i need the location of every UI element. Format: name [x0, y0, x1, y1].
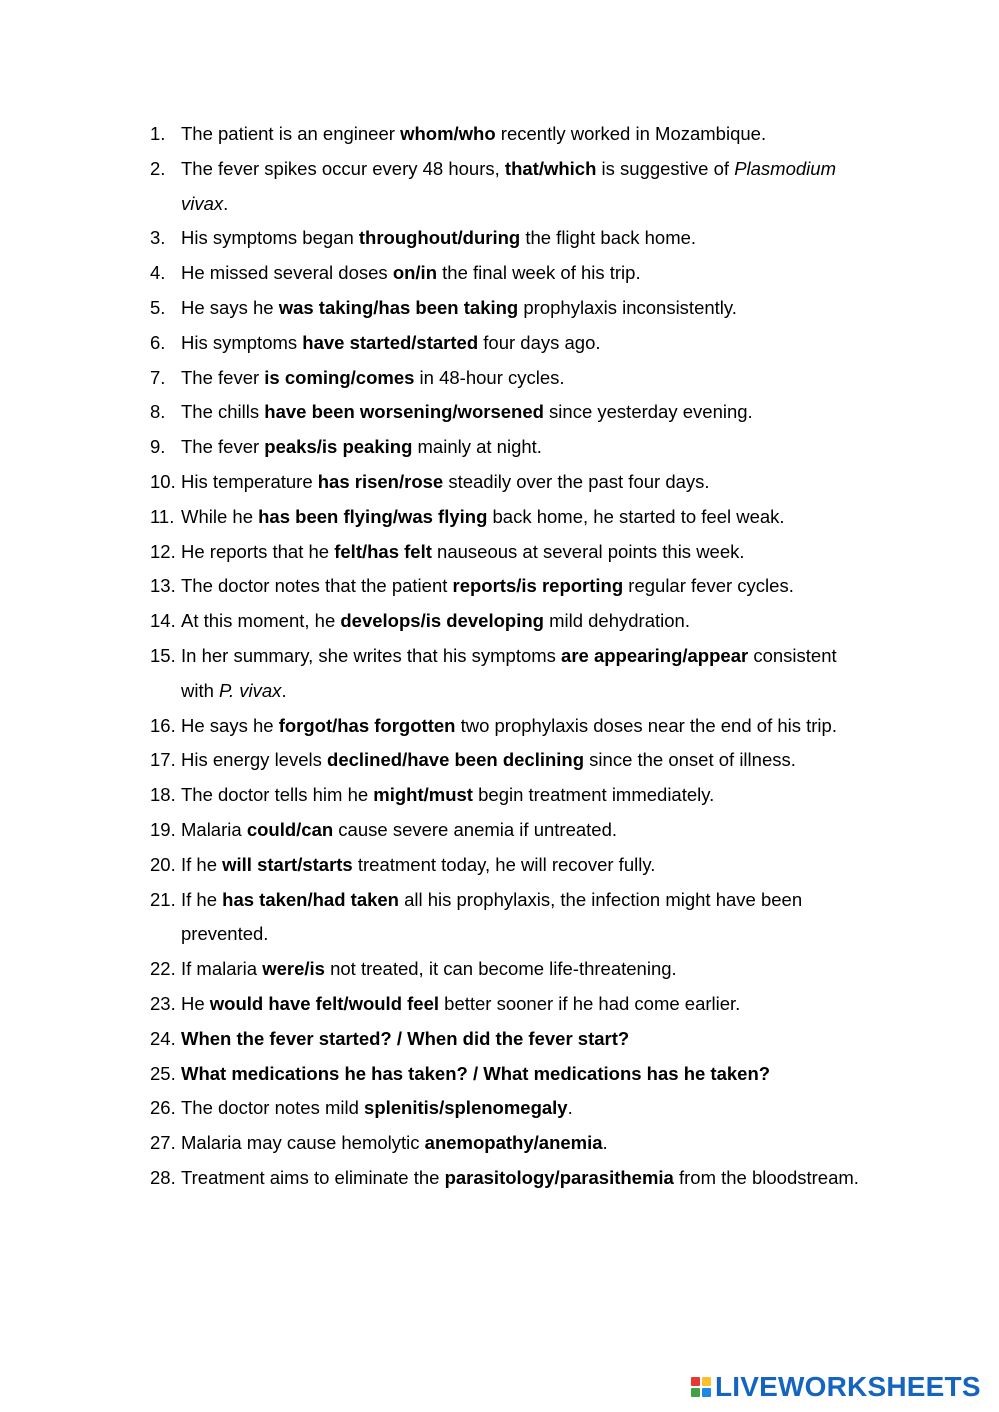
- sentence-text: recently worked in Mozambique.: [495, 123, 767, 144]
- exercise-sentence: [181, 221, 870, 256]
- exercise-sentence: [181, 256, 870, 291]
- exercise-item: [150, 883, 870, 953]
- exercise-item: [150, 1091, 870, 1126]
- answer-options: declined/have been declining: [327, 749, 585, 771]
- sentence-text: .: [281, 679, 287, 701]
- exercise-number: 19.: [150, 818, 176, 840]
- sentence-text: Malaria: [181, 818, 247, 840]
- exercise-sentence: [181, 465, 870, 500]
- exercise-item: [150, 1126, 870, 1161]
- sentence-text: regular fever cycles.: [623, 575, 794, 597]
- exercise-number: 20.: [150, 853, 176, 875]
- exercise-list: [150, 117, 870, 1196]
- exercise-number: 13.: [150, 575, 176, 597]
- exercise-number: 15.: [150, 644, 176, 666]
- sentence-text: the final week of his trip.: [437, 262, 641, 284]
- exercise-number: 16.: [150, 714, 176, 736]
- exercise-sentence: [181, 430, 870, 465]
- sentence-text: steadily over the past four days.: [443, 470, 710, 492]
- sentence-text: The doctor notes that the patient: [181, 575, 453, 597]
- sentence-text: While he: [181, 505, 259, 527]
- answer-options: would have felt/would feel: [209, 992, 440, 1014]
- exercise-number: 24.: [150, 1027, 176, 1049]
- exercise-sentence: [181, 395, 870, 430]
- exercise-number: 2.: [150, 157, 166, 179]
- exercise-item: [150, 256, 870, 291]
- exercise-item: [150, 778, 870, 813]
- exercise-item: [150, 117, 870, 152]
- exercise-number: 1.: [150, 123, 166, 144]
- exercise-number: 21.: [150, 888, 176, 910]
- exercise-item: [150, 743, 870, 778]
- sentence-text: His energy levels: [181, 749, 328, 771]
- italic-term: Plasmodium vivax: [181, 157, 836, 214]
- answer-options: could/can: [246, 818, 334, 840]
- answer-options: has risen/rose: [317, 470, 444, 492]
- exercise-sentence: [181, 291, 870, 326]
- sentence-text: The fever: [181, 366, 265, 388]
- exercise-sentence: [181, 883, 870, 953]
- answer-options: felt/has felt: [334, 540, 432, 562]
- exercise-item: [150, 1022, 870, 1057]
- exercise-sentence: [181, 952, 870, 987]
- logo-square: [702, 1377, 711, 1386]
- exercise-item: [150, 395, 870, 430]
- sentence-text: If malaria: [181, 958, 263, 980]
- exercise-number: 28.: [150, 1166, 176, 1188]
- answer-options: forgot/has forgotten: [278, 714, 456, 736]
- exercise-sentence: [181, 1091, 870, 1126]
- exercise-item: [150, 500, 870, 535]
- exercise-item: [150, 709, 870, 744]
- answer-options: that/which: [504, 157, 597, 179]
- sentence-text: His temperature: [181, 470, 318, 492]
- sentence-text: mild dehydration.: [543, 610, 690, 632]
- sentence-text: At this moment, he: [181, 610, 341, 632]
- answer-options: were/is: [262, 958, 325, 980]
- sentence-text: The doctor tells him he: [181, 784, 374, 806]
- exercise-sentence: [181, 743, 870, 778]
- sentence-text: .: [567, 1097, 573, 1119]
- sentence-text: better sooner if he had come earlier.: [439, 992, 741, 1014]
- sentence-text: The chills: [181, 401, 265, 423]
- exercise-sentence: [181, 1022, 870, 1057]
- exercise-item: [150, 221, 870, 256]
- answer-options: What medications he has taken? / What medications has he taken?: [181, 1062, 771, 1084]
- exercise-sentence: [181, 326, 870, 361]
- sentence-text: The fever: [181, 436, 265, 458]
- sentence-text: If he: [181, 888, 223, 910]
- sentence-text: two prophylaxis doses near the end of his trip.: [455, 714, 837, 736]
- sentence-text: cause severe anemia if untreated.: [333, 818, 618, 840]
- exercise-item: [150, 1057, 870, 1092]
- exercise-sentence: [181, 1126, 870, 1161]
- exercise-item: [150, 361, 870, 396]
- sentence-text: four days ago.: [478, 331, 601, 353]
- exercise-sentence: [181, 813, 870, 848]
- exercise-sentence: [181, 569, 870, 604]
- answer-options: have been worsening/worsened: [264, 401, 544, 423]
- exercise-sentence: [181, 778, 870, 813]
- sentence-text: not treated, it can become life-threatening.: [324, 958, 677, 980]
- exercise-sentence: [181, 709, 870, 744]
- sentence-text: The patient is an engineer: [181, 123, 401, 144]
- exercise-number: 17.: [150, 749, 176, 771]
- answer-options: whom/who: [400, 123, 496, 144]
- logo-square: [702, 1388, 711, 1397]
- sentence-text: mainly at night.: [412, 436, 542, 458]
- sentence-text: is suggestive of: [596, 157, 735, 179]
- exercise-item: [150, 639, 870, 709]
- sentence-text: The fever spikes occur every 48 hours,: [181, 157, 505, 179]
- logo-square: [691, 1377, 700, 1386]
- exercise-item: [150, 813, 870, 848]
- exercise-sentence: [181, 535, 870, 570]
- sentence-text: He: [181, 992, 210, 1014]
- italic-term: P. vivax: [219, 679, 282, 701]
- sentence-text: In her summary, she writes that his symptoms: [181, 644, 562, 666]
- sentence-text: in 48-hour cycles.: [414, 366, 565, 388]
- answer-options: are appearing/appear: [561, 644, 749, 666]
- answer-options: anemopathy/anemia: [424, 1132, 603, 1154]
- sentence-text: prophylaxis inconsistently.: [518, 296, 737, 318]
- sentence-text: He missed several doses: [181, 262, 393, 284]
- answer-options: develops/is developing: [340, 610, 544, 632]
- exercise-number: 8.: [150, 401, 166, 423]
- answer-options: splenitis/splenomegaly: [364, 1097, 568, 1119]
- sentence-text: the flight back home.: [520, 227, 697, 249]
- exercise-number: 25.: [150, 1062, 176, 1084]
- sentence-text: He reports that he: [181, 540, 335, 562]
- exercise-sentence: [181, 117, 870, 152]
- sentence-text: all his prophylaxis, the infection might have been prevented.: [181, 888, 803, 945]
- sentence-text: .: [602, 1132, 608, 1154]
- answer-options: peaks/is peaking: [264, 436, 413, 458]
- sentence-text: begin treatment immediately.: [472, 784, 715, 806]
- exercise-item: [150, 987, 870, 1022]
- exercise-sentence: [181, 152, 870, 222]
- exercise-number: 3.: [150, 227, 166, 249]
- sentence-text: since the onset of illness.: [584, 749, 796, 771]
- answer-options: was taking/has been taking: [278, 296, 519, 318]
- answer-options: throughout/during: [358, 227, 521, 249]
- sentence-text: from the bloodstream.: [673, 1166, 859, 1188]
- logo-wordmark: LIVEWORKSHEETS: [715, 1371, 981, 1402]
- exercise-number: 23.: [150, 992, 176, 1014]
- sentence-text: .: [223, 192, 229, 214]
- exercise-item: [150, 430, 870, 465]
- exercise-sentence: [181, 639, 870, 709]
- exercise-number: 5.: [150, 296, 166, 318]
- exercise-number: 22.: [150, 958, 176, 980]
- exercise-item: [150, 569, 870, 604]
- exercise-number: 11.: [150, 505, 175, 527]
- exercise-sentence: [181, 848, 870, 883]
- exercise-item: [150, 326, 870, 361]
- answer-options: reports/is reporting: [452, 575, 624, 597]
- sentence-text: The doctor notes mild: [181, 1097, 365, 1119]
- exercise-item: [150, 604, 870, 639]
- exercise-sentence: [181, 1161, 870, 1196]
- sentence-text: since yesterday evening.: [543, 401, 753, 423]
- answer-options: has taken/had taken: [222, 888, 399, 910]
- answer-options: has been flying/was flying: [258, 505, 488, 527]
- exercise-item: [150, 848, 870, 883]
- exercise-number: 14.: [150, 610, 176, 632]
- answer-options: will start/starts: [222, 853, 353, 875]
- answer-options: might/must: [373, 784, 473, 806]
- exercise-sentence: [181, 500, 870, 535]
- exercise-number: 18.: [150, 784, 176, 806]
- exercise-item: [150, 465, 870, 500]
- exercise-number: 27.: [150, 1132, 176, 1154]
- answer-options: on/in: [392, 262, 437, 284]
- exercise-item: [150, 291, 870, 326]
- logo-square: [691, 1388, 700, 1397]
- answer-options: is coming/comes: [264, 366, 415, 388]
- exercise-number: 12.: [150, 540, 176, 562]
- exercise-number: 10.: [150, 470, 176, 492]
- sentence-text: Malaria may cause hemolytic: [181, 1132, 425, 1154]
- sentence-text: consistent with: [181, 644, 837, 701]
- exercise-number: 6.: [150, 331, 166, 353]
- exercise-sentence: [181, 361, 870, 396]
- liveworksheets-logo: [691, 1371, 981, 1402]
- exercise-item: [150, 152, 870, 222]
- sentence-text: He says he: [181, 714, 279, 736]
- sentence-text: His symptoms: [181, 331, 303, 353]
- sentence-text: treatment today, he will recover fully.: [352, 853, 656, 875]
- exercise-item: [150, 952, 870, 987]
- sentence-text: If he: [181, 853, 223, 875]
- sentence-text: nauseous at several points this week.: [431, 540, 745, 562]
- exercise-number: 26.: [150, 1097, 176, 1119]
- exercise-item: [150, 1161, 870, 1196]
- exercise-number: 7.: [150, 366, 166, 388]
- sentence-text: back home, he started to feel weak.: [487, 505, 785, 527]
- answer-options: parasitology/parasithemia: [444, 1166, 674, 1188]
- sentence-text: He says he: [181, 296, 279, 318]
- exercise-sentence: [181, 987, 870, 1022]
- exercise-sentence: [181, 604, 870, 639]
- exercise-number: 9.: [150, 436, 166, 458]
- exercise-number: 4.: [150, 262, 166, 284]
- answer-options: When the fever started? / When did the fever start?: [181, 1027, 630, 1049]
- exercise-item: [150, 535, 870, 570]
- answer-options: have started/started: [302, 331, 479, 353]
- exercise-sentence: [181, 1057, 870, 1092]
- sentence-text: Treatment aims to eliminate the: [181, 1166, 445, 1188]
- liveworksheets-logo-mark: [691, 1377, 711, 1397]
- sentence-text: His symptoms began: [181, 227, 359, 249]
